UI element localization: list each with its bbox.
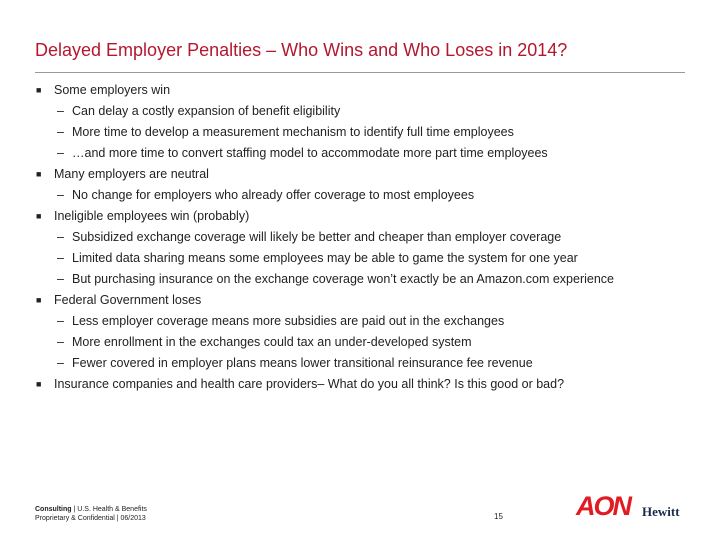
sub-bullet-marker: – xyxy=(57,335,64,349)
sub-bullet-text: More time to develop a measurement mechanism to identify full time employees xyxy=(72,125,514,139)
page-number: 15 xyxy=(494,512,503,521)
list-item xyxy=(36,185,696,206)
sub-bullet-marker: – xyxy=(57,230,64,244)
logo-aon-text: AON xyxy=(576,491,630,521)
list-item xyxy=(36,269,696,290)
sub-bullet-text: More enrollment in the exchanges could tax an under-developed system xyxy=(72,335,472,349)
list-item xyxy=(36,206,696,227)
list-item xyxy=(36,332,696,353)
sub-bullet-text: Can delay a costly expansion of benefit eligibility xyxy=(72,104,341,118)
list-item xyxy=(36,374,696,395)
list-item xyxy=(36,122,696,143)
sub-bullet-marker: – xyxy=(57,188,64,202)
footer-division: Consulting xyxy=(35,506,72,513)
sub-bullet-marker: – xyxy=(57,272,64,286)
list-item xyxy=(36,101,696,122)
bullet-marker: ■ xyxy=(36,85,42,95)
list-item xyxy=(36,290,696,311)
sub-bullet-marker: – xyxy=(57,146,64,160)
list-item xyxy=(36,227,696,248)
sub-bullet-text: Subsidized exchange coverage will likely be better and cheaper than employer coverage xyxy=(72,230,562,244)
list-item xyxy=(36,80,696,101)
bullet-marker: ■ xyxy=(36,295,42,305)
sub-bullet-text: Less employer coverage means more subsidies are paid out in the exchanges xyxy=(72,314,505,328)
sub-bullet-text: Fewer covered in employer plans means lower transitional reinsurance fee revenue xyxy=(72,356,533,370)
sub-bullet-marker: – xyxy=(57,104,64,118)
sub-bullet-text: But purchasing insurance on the exchange coverage won’t exactly be an Amazon.com experience xyxy=(72,272,614,286)
footer-line-2: Proprietary & Confidential | 06/2013 xyxy=(35,515,146,522)
list-item xyxy=(36,164,696,185)
bullet-text: Some employers win xyxy=(54,83,171,97)
title-divider xyxy=(35,72,685,73)
bullet-text: Many employers are neutral xyxy=(54,167,209,181)
list-item xyxy=(36,311,696,332)
sub-bullet-marker: – xyxy=(57,251,64,265)
bullet-marker: ■ xyxy=(36,211,42,221)
logo-hewitt-text: Hewitt xyxy=(642,504,680,519)
bullet-text: Insurance companies and health care providers– What do you all think? Is this good or bad? xyxy=(54,377,565,391)
bullet-marker: ■ xyxy=(36,379,42,389)
list-item xyxy=(36,248,696,269)
footer-practice: | U.S. Health & Benefits xyxy=(71,506,147,513)
sub-bullet-marker: – xyxy=(57,314,64,328)
sub-bullet-text: No change for employers who already offer coverage to most employees xyxy=(72,188,475,202)
sub-bullet-marker: – xyxy=(57,356,64,370)
aon-hewitt-logo xyxy=(576,491,686,522)
bullet-text: Federal Government loses xyxy=(54,293,202,307)
list-item xyxy=(36,143,696,164)
slide-title: Delayed Employer Penalties – Who Wins and Who Loses in 2014? xyxy=(35,40,568,60)
footer-line-1 xyxy=(35,505,147,514)
sub-bullet-text: Limited data sharing means some employees may be able to game the system for one year xyxy=(72,251,578,265)
bullet-list xyxy=(36,80,696,395)
bullet-text: Ineligible employees win (probably) xyxy=(54,209,250,223)
sub-bullet-text: …and more time to convert staffing model to accommodate more part time employees xyxy=(72,146,548,160)
sub-bullet-marker: – xyxy=(57,125,64,139)
bullet-marker: ■ xyxy=(36,169,42,179)
list-item xyxy=(36,353,696,374)
footer xyxy=(35,505,147,523)
